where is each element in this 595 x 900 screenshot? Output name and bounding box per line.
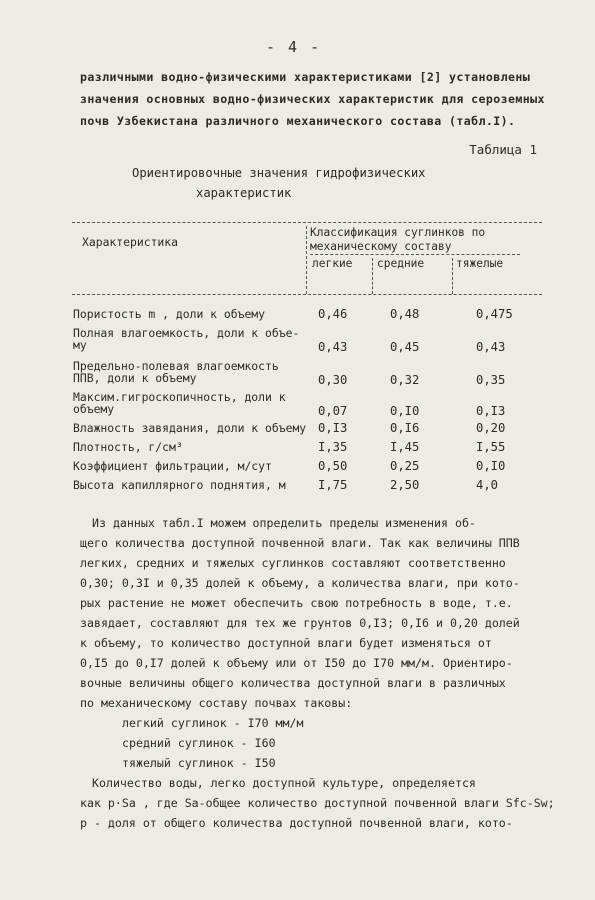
cell-medium: 0,32 (390, 373, 420, 387)
row-name: Предельно-полевая влагоемкость (73, 359, 279, 373)
body-line-2: щего количества доступной почвенной влаги. Так как величины ППВ (80, 536, 520, 550)
body-line-3: легких, средних и тяжелых суглинков составляют соответственно (80, 556, 506, 570)
header-divider-2 (372, 258, 373, 294)
row-name: Влажность завядания, доли к объему (73, 421, 307, 435)
cell-heavy: 4,0 (476, 478, 499, 492)
table-title-line-2: характеристик (196, 186, 292, 200)
soil-list-item-3: тяжелый суглинок - I50 (122, 756, 276, 770)
header-characteristic: Характеристика (82, 235, 179, 249)
cell-medium: 0,I6 (390, 421, 420, 435)
cell-light: 0,50 (318, 459, 348, 473)
body-line-8: 0,I5 до 0,I7 долей к объему или от I50 до I70 мм/м. Ориентиро- (80, 656, 513, 670)
closing-line-2: как p·Sa , где Sa-общее количество доступной почвенной влаги Sfc-Sw; (80, 796, 555, 810)
cell-medium: 0,45 (390, 340, 420, 354)
cell-heavy: 0,I3 (476, 404, 506, 418)
soil-list-item-2: средний суглинок - I60 (122, 736, 276, 750)
row-name: Высота капиллярного поднятия, м (73, 478, 286, 492)
table-header-rule (72, 294, 542, 295)
intro-line-2: значения основных водно-физических характеристик для сероземных (80, 92, 545, 106)
body-line-9: вочные величины общего количества доступной влаги в различных (80, 676, 506, 690)
intro-line-1: различными водно-физическими характеристиками [2] установлены (80, 70, 531, 84)
soil-list-item-1: легкий суглинок - I70 мм/м (122, 716, 304, 730)
row-name-cont: объему (73, 402, 115, 416)
cell-heavy: 0,I0 (476, 459, 506, 473)
cell-heavy: I,55 (476, 440, 506, 454)
cell-light: 0,I3 (318, 421, 348, 435)
cell-medium: 0,48 (390, 307, 420, 321)
row-name-cont: ППВ, доли к объему (73, 371, 197, 385)
cell-medium: 2,50 (390, 478, 420, 492)
body-line-7: к объему, то количество доступной влаги будет изменяться от (80, 636, 492, 650)
cell-light: 0,43 (318, 340, 348, 354)
page-number: - 4 - (266, 38, 322, 56)
body-line-6: завядает, составляют для тех же грунтов 0,I3; 0,I6 и 0,20 долей (80, 616, 520, 630)
header-divider-3 (452, 258, 453, 294)
header-group-rule (310, 254, 520, 255)
cell-light: 0,46 (318, 307, 348, 321)
row-name: Плотность, г/см³ (73, 440, 183, 454)
cell-heavy: 0,475 (476, 307, 513, 321)
cell-heavy: 0,35 (476, 373, 506, 387)
cell-light: I,75 (318, 478, 348, 492)
row-name: Полная влагоемкость, доли к объе- (73, 326, 300, 340)
body-line-1: Из данных табл.I можем определить пределы изменения об- (92, 516, 476, 530)
closing-line-1: Количество воды, легко доступной культуре, определяется (92, 776, 476, 790)
closing-line-3: p - доля от общего количества доступной почвенной влаги, кото- (80, 816, 513, 830)
header-col-medium: средние (377, 257, 425, 270)
header-group-line-1: Классификация суглинков по (310, 226, 486, 239)
table-title-line-1: Ориентировочные значения гидрофизических (132, 166, 426, 180)
cell-light: 0,30 (318, 373, 348, 387)
cell-medium: 0,I0 (390, 404, 420, 418)
table-caption: Таблица 1 (469, 142, 537, 157)
cell-light: I,35 (318, 440, 348, 454)
cell-heavy: 0,43 (476, 340, 506, 354)
cell-medium: 0,25 (390, 459, 420, 473)
header-col-light: легкие (312, 257, 353, 270)
intro-line-3: почв Узбекистана различного механического состава (табл.I). (80, 114, 516, 128)
cell-light: 0,07 (318, 404, 348, 418)
cell-medium: I,45 (390, 440, 420, 454)
body-line-4: 0,30; 0,3I и 0,35 долей к объему, а количества влаги, при кото- (80, 576, 520, 590)
row-name-cont: му (73, 338, 87, 352)
body-line-5: рых растение не может обеспечить свою потребность в воде, т.е. (80, 596, 513, 610)
cell-heavy: 0,20 (476, 421, 506, 435)
header-col-heavy: тяжелые (456, 257, 504, 270)
table-top-rule (72, 222, 542, 223)
header-group-line-2: механическому составу (310, 240, 452, 253)
body-line-10: по механическому составу почвах таковы: (80, 696, 353, 710)
row-name: Коэффициент фильтрации, м/сут (73, 459, 272, 473)
row-name: Пористость m , доли к объему (73, 307, 266, 321)
row-name: Максим.гигроскопичность, доли к (73, 390, 286, 404)
header-divider-1 (306, 226, 307, 294)
